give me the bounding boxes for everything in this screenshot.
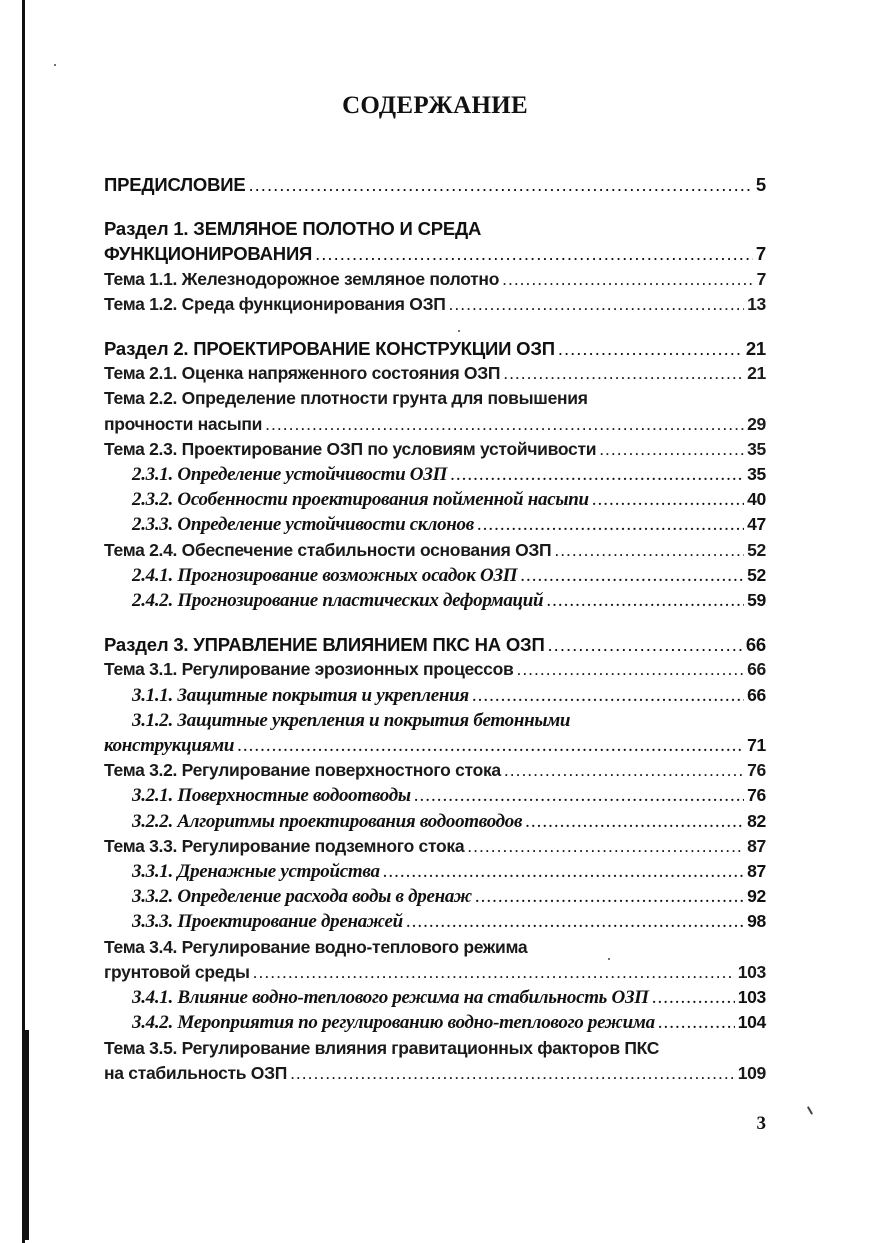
leader-dots bbox=[315, 241, 753, 266]
entry-page: 71 bbox=[747, 735, 766, 756]
entry-text: 3.4.1. Влияние водно-теплового режима на стабильность ОЗП bbox=[132, 987, 649, 1009]
toc-topic-2-3[interactable] bbox=[104, 437, 766, 462]
entry-text: 3.3.3. Проектирование дренажей bbox=[132, 911, 403, 933]
entry-text: ФУНКЦИОНИРОВАНИЯ bbox=[104, 243, 313, 265]
toc-entry-preface[interactable] bbox=[104, 172, 766, 197]
leader-dots bbox=[383, 859, 744, 884]
toc-section-1[interactable] bbox=[104, 216, 766, 266]
entry-text: конструкциями bbox=[104, 735, 235, 757]
toc-topic-2-1[interactable] bbox=[104, 361, 766, 386]
leader-dots bbox=[249, 172, 753, 197]
leader-dots bbox=[599, 437, 744, 462]
entry-page: 66 bbox=[745, 634, 766, 656]
toc-topic-2-2[interactable] bbox=[104, 386, 766, 436]
entry-page: 82 bbox=[747, 810, 766, 831]
toc-sub-2-3-2[interactable] bbox=[104, 487, 766, 512]
leader-dots bbox=[502, 267, 753, 292]
entry-text: Тема 2.4. Обеспечение стабильности основания ОЗП bbox=[104, 539, 552, 560]
entry-page: 5 bbox=[755, 174, 766, 195]
entry-text: Тема 2.3. Проектирование ОЗП по условиям устойчивости bbox=[104, 438, 597, 459]
toc-sub-3-3-1[interactable] bbox=[104, 859, 766, 884]
leader-dots bbox=[450, 462, 744, 487]
leader-dots bbox=[472, 683, 744, 708]
leader-dots bbox=[503, 361, 744, 386]
entry-page: 103 bbox=[737, 961, 766, 982]
entry-page: 103 bbox=[737, 987, 766, 1008]
toc-topic-3-1[interactable] bbox=[104, 657, 766, 682]
entry-text: 2.4.2. Прогнозирование пластических деформаций bbox=[132, 590, 544, 612]
leader-dots bbox=[548, 632, 743, 657]
entry-text: прочности насыпи bbox=[104, 413, 263, 434]
entry-page: 66 bbox=[747, 659, 766, 680]
entry-text: 2.3.2. Особенности проектирования пойменной насыпи bbox=[132, 489, 589, 511]
entry-page: 76 bbox=[747, 785, 766, 806]
toc-sub-2-4-1[interactable] bbox=[104, 563, 766, 588]
entry-page: 66 bbox=[747, 684, 766, 705]
toc-sub-2-3-3[interactable] bbox=[104, 512, 766, 537]
entry-page: 104 bbox=[737, 1012, 766, 1033]
entry-text: Раздел 2. ПРОЕКТИРОВАНИЕ КОНСТРУКЦИИ ОЗП bbox=[104, 338, 555, 360]
entry-page: 59 bbox=[747, 590, 766, 611]
scan-speck bbox=[54, 64, 56, 66]
entry-page: 76 bbox=[747, 760, 766, 781]
page-number: 3 bbox=[756, 1113, 766, 1134]
entry-text: на стабильность ОЗП bbox=[104, 1062, 288, 1083]
toc-section-3[interactable] bbox=[104, 632, 766, 657]
entry-page: 98 bbox=[747, 911, 766, 932]
entry-text: 3.3.1. Дренажные устройства bbox=[132, 861, 380, 883]
entry-page: 7 bbox=[755, 243, 766, 265]
entry-text: 3.2.1. Поверхностные водоотводы bbox=[132, 785, 411, 807]
leader-dots bbox=[290, 1061, 735, 1086]
leader-dots bbox=[525, 809, 744, 834]
toc-topic-1-2[interactable] bbox=[104, 292, 766, 317]
leader-dots bbox=[558, 336, 743, 361]
entry-text: 3.1.1. Защитные покрытия и укрепления bbox=[132, 684, 469, 706]
leader-dots bbox=[592, 487, 744, 512]
entry-page: 52 bbox=[747, 564, 766, 585]
leader-dots bbox=[477, 512, 744, 537]
entry-text: Тема 3.3. Регулирование подземного стока bbox=[104, 835, 465, 856]
entry-page: 13 bbox=[747, 293, 766, 314]
toc-sub-3-1-2[interactable] bbox=[104, 708, 766, 758]
entry-page: 47 bbox=[747, 514, 766, 535]
entry-page: 29 bbox=[747, 413, 766, 434]
leader-dots bbox=[253, 960, 735, 985]
entry-text: 3.1.2. Защитные укрепления и покрытия бетонными bbox=[132, 709, 571, 731]
entry-page: 35 bbox=[747, 438, 766, 459]
entry-page: 21 bbox=[745, 338, 766, 360]
leader-dots bbox=[475, 884, 744, 909]
entry-text: Тема 1.2. Среда функционирования ОЗП bbox=[104, 293, 446, 314]
entry-text: 3.4.2. Мероприятия по регулированию водно-теплового режима bbox=[132, 1012, 655, 1034]
entry-text: Тема 1.1. Железнодорожное земляное полотно bbox=[104, 268, 500, 289]
entry-page: 7 bbox=[756, 268, 766, 289]
toc-sub-3-4-1[interactable] bbox=[104, 985, 766, 1010]
entry-text: грунтовой среды bbox=[104, 961, 250, 982]
page-title: СОДЕРЖАНИЕ bbox=[342, 92, 528, 119]
toc-topic-1-1[interactable] bbox=[104, 267, 766, 292]
leader-dots bbox=[520, 563, 744, 588]
toc-topic-3-2[interactable] bbox=[104, 758, 766, 783]
leader-dots bbox=[504, 758, 744, 783]
leader-dots bbox=[652, 985, 735, 1010]
entry-page: 87 bbox=[747, 861, 766, 882]
leader-dots bbox=[516, 657, 744, 682]
leader-dots bbox=[265, 412, 744, 437]
scan-mark bbox=[807, 1106, 813, 1115]
entry-text: Раздел 1. ЗЕМЛЯНОЕ ПОЛОТНО И СРЕДА bbox=[104, 218, 482, 240]
leader-dots bbox=[658, 1010, 735, 1035]
entry-text: 2.4.1. Прогнозирование возможных осадок ОЗП bbox=[132, 564, 518, 586]
entry-text: Тема 3.2. Регулирование поверхностного стока bbox=[104, 760, 501, 781]
entry-text: Тема 3.4. Регулирование водно-теплового режима bbox=[104, 936, 528, 957]
entry-text: 2.3.1. Определение устойчивости ОЗП bbox=[132, 464, 448, 486]
toc-sub-2-3-1[interactable] bbox=[104, 462, 766, 487]
leader-dots bbox=[414, 783, 744, 808]
toc-sub-2-4-2[interactable] bbox=[104, 588, 766, 613]
entry-page: 40 bbox=[747, 489, 766, 510]
toc-sub-3-2-1[interactable] bbox=[104, 783, 766, 808]
entry-text: 3.3.2. Определение расхода воды в дренаж bbox=[132, 886, 472, 908]
entry-text: Тема 3.5. Регулирование влияния гравитационных факторов ПКС bbox=[104, 1037, 660, 1058]
toc-topic-3-5[interactable] bbox=[104, 1036, 766, 1086]
toc-sub-3-1-1[interactable] bbox=[104, 683, 766, 708]
leader-dots bbox=[546, 588, 744, 613]
entry-page: 35 bbox=[747, 464, 766, 485]
entry-page: 87 bbox=[747, 835, 766, 856]
toc-section-2[interactable] bbox=[104, 336, 766, 361]
entry-page: 109 bbox=[737, 1062, 766, 1083]
toc-sub-3-2-2[interactable] bbox=[104, 809, 766, 834]
leader-dots bbox=[237, 733, 744, 758]
entry-text: Тема 2.2. Определение плотности грунта для повышения bbox=[104, 388, 588, 409]
table-of-contents bbox=[104, 172, 766, 1086]
entry-page: 21 bbox=[747, 363, 766, 384]
leader-dots bbox=[554, 538, 744, 563]
entry-page: 52 bbox=[747, 539, 766, 560]
entry-text: 3.2.2. Алгоритмы проектирования водоотводов bbox=[132, 810, 523, 832]
toc-sub-3-3-3[interactable] bbox=[104, 909, 766, 934]
entry-text: Тема 2.1. Оценка напряженного состояния ОЗП bbox=[104, 363, 501, 384]
entry-text: Раздел 3. УПРАВЛЕНИЕ ВЛИЯНИЕМ ПКС НА ОЗП bbox=[104, 634, 545, 656]
entry-text: Тема 3.1. Регулирование эрозионных процессов bbox=[104, 659, 514, 680]
toc-sub-3-3-2[interactable] bbox=[104, 884, 766, 909]
entry-text: 2.3.3. Определение устойчивости склонов bbox=[132, 514, 474, 536]
page-binding-edge-shadow bbox=[25, 1030, 29, 1240]
toc-sub-3-4-2[interactable] bbox=[104, 1010, 766, 1035]
toc-topic-3-4[interactable] bbox=[104, 935, 766, 985]
leader-dots bbox=[406, 909, 744, 934]
entry-text: ПРЕДИСЛОВИЕ bbox=[104, 174, 246, 195]
toc-topic-2-4[interactable] bbox=[104, 538, 766, 563]
leader-dots bbox=[467, 834, 744, 859]
toc-topic-3-3[interactable] bbox=[104, 834, 766, 859]
entry-page: 92 bbox=[747, 886, 766, 907]
leader-dots bbox=[449, 292, 745, 317]
